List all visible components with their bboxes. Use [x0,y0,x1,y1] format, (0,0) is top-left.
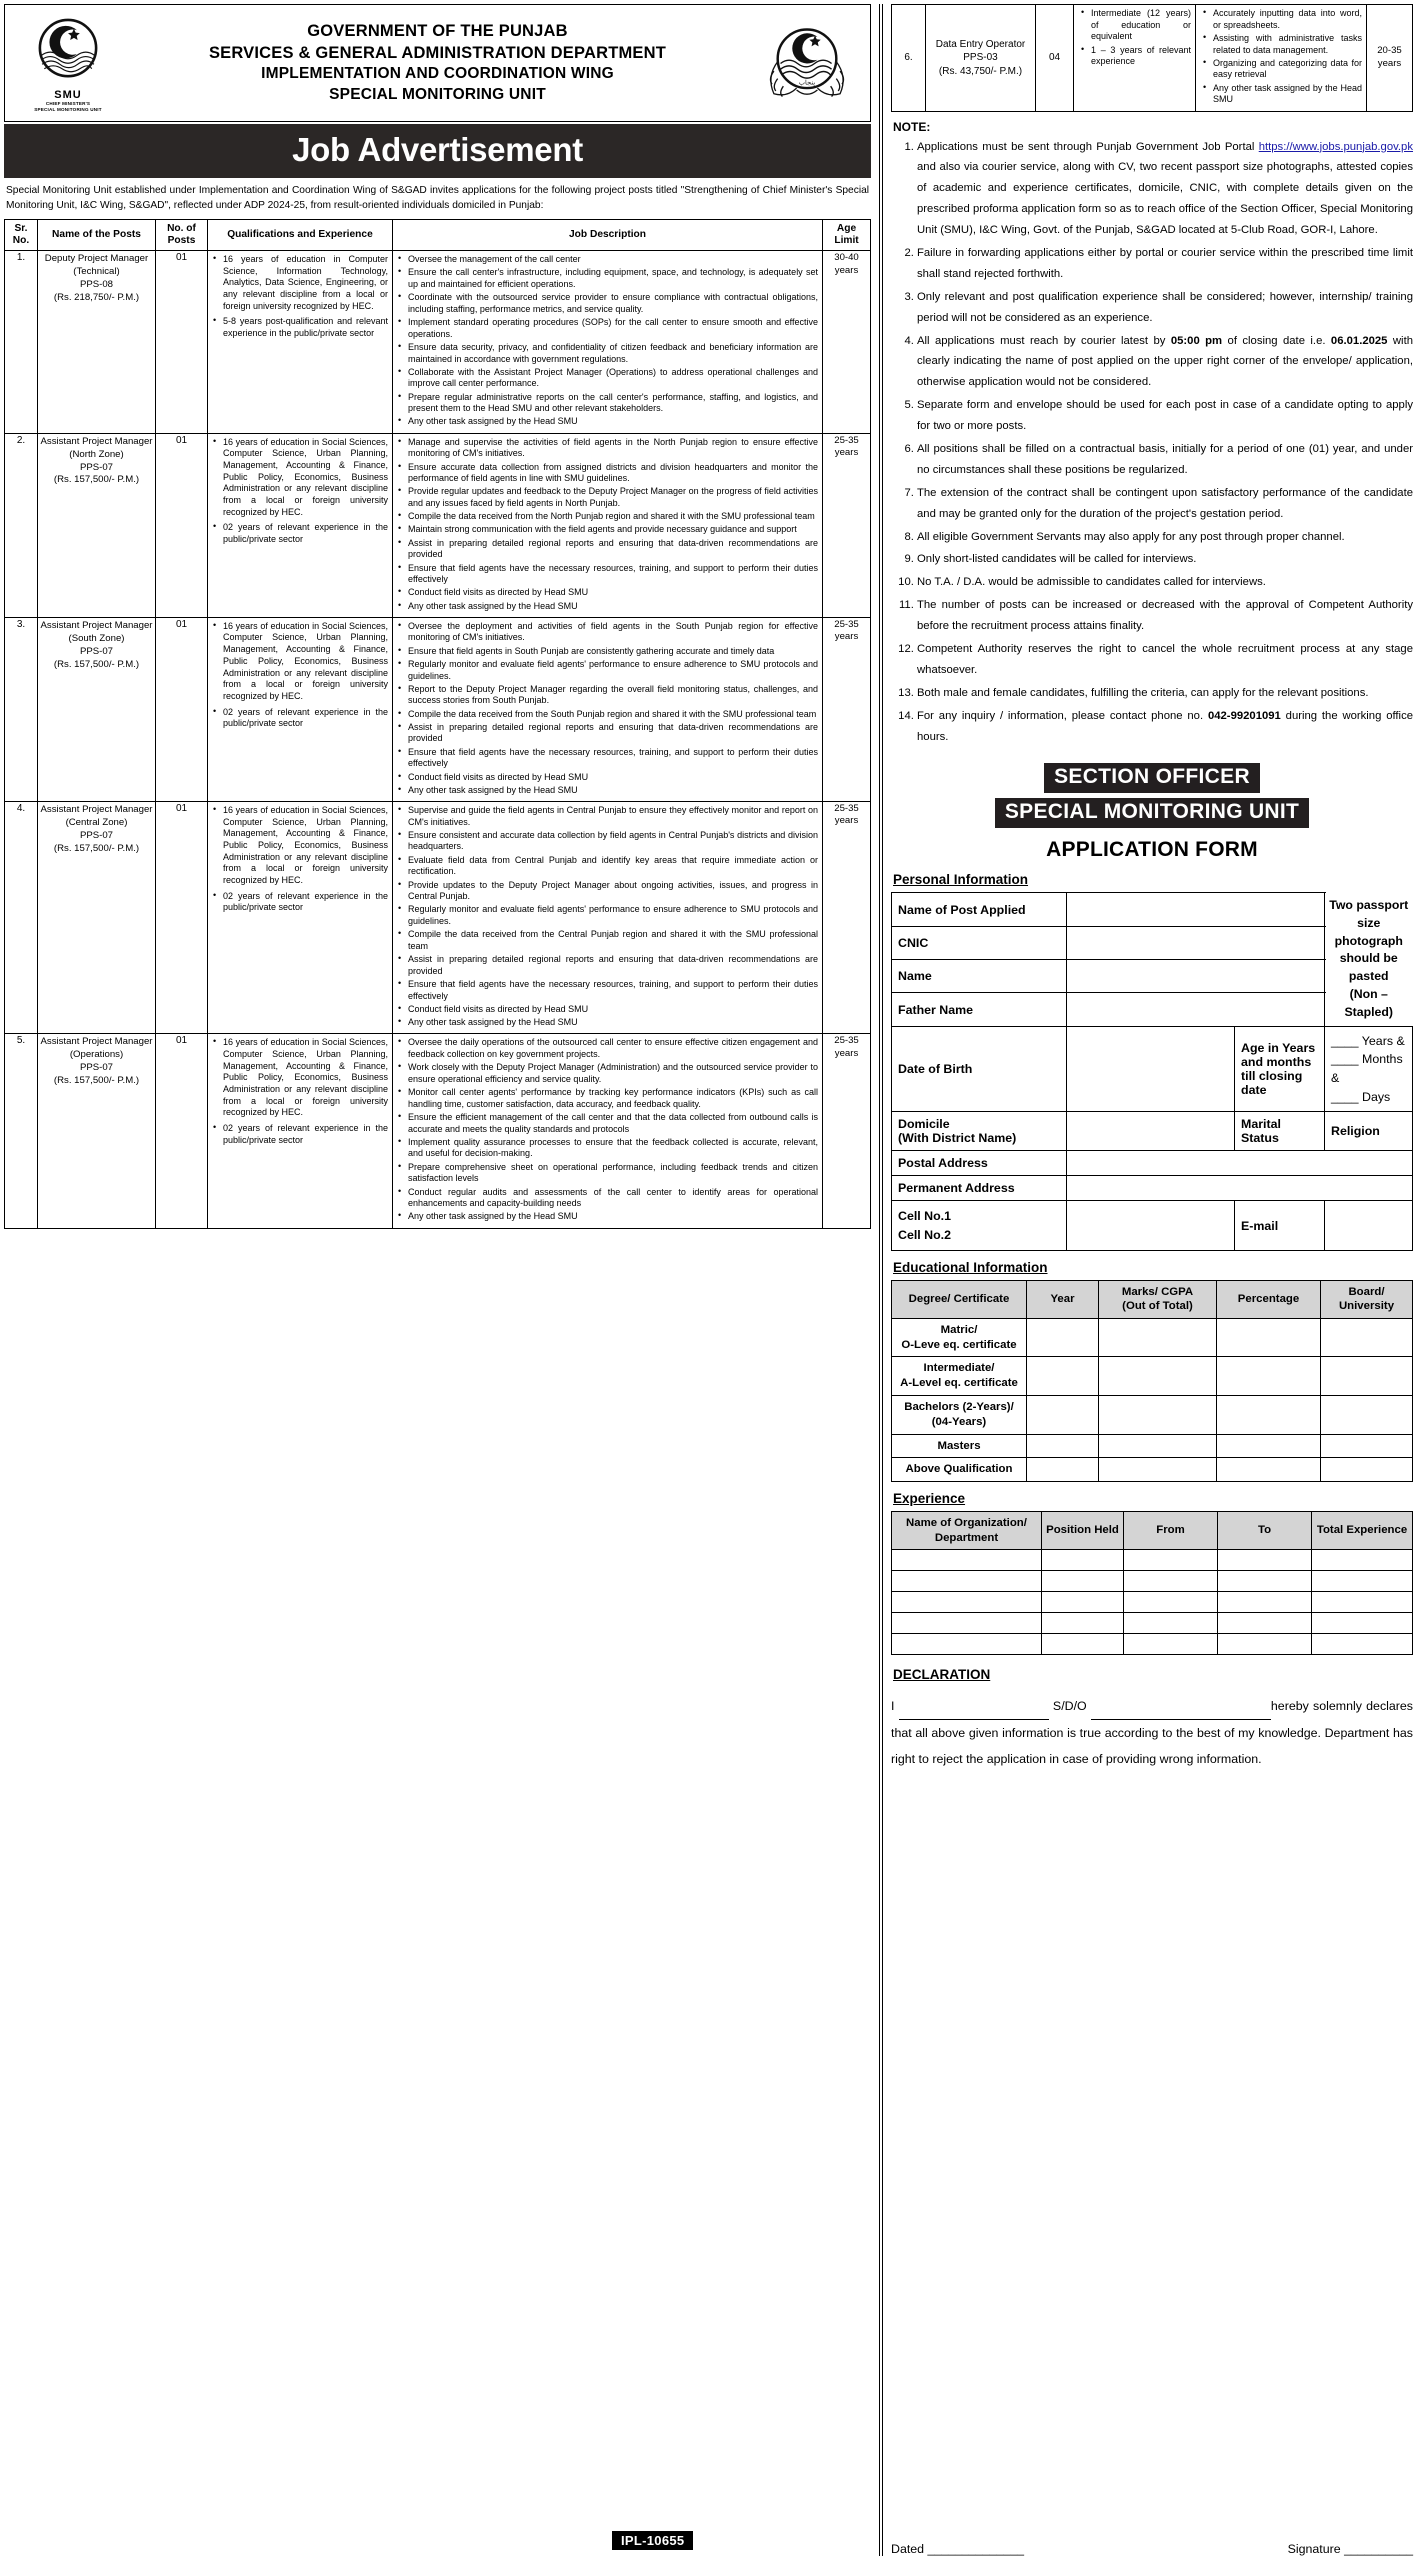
row6-posts: 04 [1036,5,1074,112]
label-cell-no-1: Cell No.1 [892,1201,1067,1226]
smu-logo-sub2: SPECIAL MONITORING UNIT [34,106,102,112]
edu-input-cell[interactable] [1217,1395,1321,1434]
bullet-item: • Provide updates to the Deputy Project Manager about ongoing activities, issues, and progress in Central Punjab. [406,880,818,903]
note-item: 11. The number of posts can be increased or decreased with the approval of Competent Authority before the recruitment process attains finality. [917,595,1413,637]
edu-header-row [892,1281,1413,1319]
svg-text:پنجاب: ﻿پنجاب [798,78,816,86]
table-row [5,801,871,1033]
edu-column-header: Marks/ CGPA (Out of Total) [1099,1281,1217,1319]
edu-input-cell[interactable] [1217,1434,1321,1458]
edu-degree-label: Bachelors (2-Years)/ (04-Years) [892,1395,1027,1434]
bullet-item: • Compile the data received from the North Punjab region and shared it with the SMU professional team [406,511,818,523]
edu-input-cell[interactable] [1099,1357,1217,1396]
bullet-item: • Oversee the deployment and activities of field agents in the South Punjab region for effective monitoring of CM's initiatives. [406,621,818,644]
bullet-item: • Provide regular updates and feedback to the Deputy Project Manager on the progress of field activities and any issues faced by field agents in North Punjab. [406,486,818,509]
row-qualifications [208,801,393,1033]
note-item: 2. Failure in forwarding applications either by portal or courier service within the prescribed time limit shall stand rejected forthwith. [917,243,1413,285]
note-list [891,137,1413,750]
bullet-item: • Ensure that field agents have the necessary resources, training, and support to perform their duties effectively [406,747,818,770]
row-qualifications [208,617,393,801]
col-sr-no: Sr. No. [5,219,38,250]
exp-input-cell[interactable] [1042,1633,1124,1654]
bullet-item: • Oversee the management of the call center [406,254,818,266]
bullet-item: • Any other task assigned by the Head SMU [406,1017,818,1029]
bullet-item: • Intermediate (12 years) of education or equivalent [1089,8,1191,43]
bullet-item: • Oversee the daily operations of the outsourced call center to ensure effective citizen engagement and feedback collection on key government projects. [406,1037,818,1060]
label-father-name: Father Name [892,993,1067,1026]
row-sr-no: 2. [5,433,38,617]
edu-input-cell[interactable] [1099,1434,1217,1458]
row6-name: Data Entry Operator PPS-03 (Rs. 43,750/- P.M.) [926,5,1036,112]
header-line-wing: IMPLEMENTATION AND COORDINATION WING [261,65,614,83]
exp-input-cell[interactable] [1312,1633,1413,1654]
exp-row [892,1591,1413,1612]
row-post-name: Deputy Project Manager (Technical) PPS-08 (Rs. 218,750/- P.M.) [38,251,156,434]
posts-table-header-row [5,219,871,250]
bullet-item: • 16 years of education in Social Sciences, Computer Science, Urban Planning, Management, Accounting & Finance, Public Policy, Economics, Business Administration or any relevant discipline from a local or foreign university recognized by HEC. [221,1037,388,1119]
job-advertisement-banner: Job Advertisement [4,124,871,178]
exp-header-row [892,1512,1413,1550]
application-form-title: APPLICATION FORM [1046,838,1258,862]
smu-logo-caption: SMU [54,88,82,101]
personal-information-table [891,892,1413,1251]
educational-information-heading: Educational Information [893,1260,1048,1276]
bullet-item: • 02 years of relevant experience in the public/private sector [221,1123,388,1146]
dated-field[interactable]: Dated ______________ [891,2542,1024,2556]
edu-input-cell[interactable] [1217,1458,1321,1482]
note-item: 3. Only relevant and post qualification experience shall be considered; however, internship/ training period will not be considered as an experience. [917,287,1413,329]
row-job-description [393,1034,823,1228]
form-row-domicile [892,1112,1413,1151]
bullet-item: • Organizing and categorizing data for easy retrieval [1211,58,1362,81]
label-email: E-mail [1235,1201,1325,1251]
note-item: 1. Applications must be sent through Punjab Government Job Portal https://www.jobs.punjab.gov.pk and also via courier service, along with CV, two recent passport size photographs, attested copies of academic and experience certificates, domicile, CNIC, with complete details given on the prescribed proforma application form so as to reach office of the Section Officer, Special Monitoring Unit (SMU), I&C Wing, Govt. of the Punjab, S&GAD located at 5-Club Road, GOR-I, Lahore. [917,137,1413,241]
row-post-name: Assistant Project Manager (South Zone) PPS-07 (Rs. 157,500/- P.M.) [38,617,156,801]
label-date-of-birth: Date of Birth [892,1026,1067,1111]
form-row-permanent-address [892,1176,1413,1201]
photo-box [1325,893,1413,1026]
exp-input-cell[interactable] [1312,1570,1413,1591]
table-row [5,251,871,434]
row-no-of-posts: 01 [156,801,208,1033]
section-officer-title: SECTION OFFICER [1044,763,1260,793]
exp-input-cell[interactable] [1218,1549,1312,1570]
input-father-name[interactable] [1067,993,1325,1026]
exp-row [892,1570,1413,1591]
bullet-item: • Any other task assigned by the Head SMU [406,601,818,613]
exp-input-cell[interactable] [1042,1570,1124,1591]
exp-input-cell[interactable] [1124,1570,1218,1591]
right-column [891,4,1413,2556]
note-item: 10. No T.A. / D.A. would be admissible to candidates called for interviews. [917,572,1413,593]
row-sr-no: 1. [5,251,38,434]
input-cell-no-1[interactable] [1067,1201,1235,1226]
input-cnic[interactable] [1067,926,1325,959]
label-marital-status: Marital Status [1235,1112,1325,1151]
label-permanent-address: Permanent Address [892,1176,1067,1201]
bullet-item: • Prepare comprehensive sheet on operational performance, including feedback trends and citizen satisfaction levels [406,1162,818,1185]
note-item: 13. Both male and female candidates, fulfilling the criteria, can apply for the relevant positions. [917,683,1413,704]
table-row-6 [892,5,1413,112]
row6-sr: 6. [892,5,926,112]
row-sr-no: 4. [5,801,38,1033]
bullet-item: • Any other task assigned by the Head SMU [406,785,818,797]
form-row-dob [892,1026,1413,1111]
bullet-item: • Any other task assigned by the Head SMU [1211,83,1362,106]
bullet-item: • Collaborate with the Assistant Project Manager (Operations) to address operational challenges and improve call center performance. [406,367,818,390]
bullet-item: • Ensure accurate data collection from assigned districts and division headquarters and monitor the performance of field agents in line with SMU guidelines. [406,462,818,485]
row-post-name: Assistant Project Manager (North Zone) PPS-07 (Rs. 157,500/- P.M.) [38,433,156,617]
label-cell-no-2: Cell No.2 [892,1226,1067,1251]
label-domicile: Domicile (With District Name) [892,1112,1067,1151]
col-name-of-posts: Name of the Posts [38,219,156,250]
row-age-limit: 25-35 years [823,617,871,801]
ipl-code: IPL-10655 [612,2531,693,2550]
col-job-description: Job Description [393,219,823,250]
table-row [5,1034,871,1228]
label-age-till-closing: Age in Years and months till closing date [1235,1026,1325,1111]
exp-column-header: From [1124,1512,1218,1550]
edu-column-header: Board/ University [1321,1281,1413,1319]
row-post-name: Assistant Project Manager (Central Zone) PPS-07 (Rs. 157,500/- P.M.) [38,801,156,1033]
input-name[interactable] [1067,960,1325,993]
input-cell-no-2[interactable] [1067,1226,1235,1251]
row-job-description [393,617,823,801]
signature-field[interactable]: Signature __________ [1287,2542,1413,2556]
punjab-emblem-icon [748,16,866,111]
row-post-name: Assistant Project Manager (Operations) PPS-07 (Rs. 157,500/- P.M.) [38,1034,156,1228]
edu-input-cell[interactable] [1027,1395,1099,1434]
header-line-department: SERVICES & GENERAL ADMINISTRATION DEPARTMENT [208,43,667,62]
exp-column-header: Total Experience [1312,1512,1413,1550]
declaration-text: I S/D/O hereby solemnly declares that all above given information is true according to the best of my knowledge. Department has right to reject the application in case of providing wrong information. [891,1693,1413,1772]
bullet-item: • Maintain strong communication with the field agents and provide necessary guidance and support [406,524,818,536]
bullet-item: • Report to the Deputy Project Manager regarding the overall field monitoring status, challenges, and success stories from South Punjab. [406,684,818,707]
bullet-item: • Ensure that field agents have the necessary resources, training, and support to perform their duties effectively [406,979,818,1002]
col-qualifications: Qualifications and Experience [208,219,393,250]
exp-input-cell[interactable] [892,1549,1042,1570]
col-age-limit: Age Limit [823,219,871,250]
exp-input-cell[interactable] [1218,1570,1312,1591]
exp-input-cell[interactable] [1218,1633,1312,1654]
edu-input-cell[interactable] [1027,1357,1099,1396]
bullet-item: • 1 – 3 years of relevant experience [1089,45,1191,68]
exp-input-cell[interactable] [892,1633,1042,1654]
row-qualifications [208,433,393,617]
bullet-item: • Supervise and guide the field agents in Central Punjab to ensure they effectively monitor and report on CM's initiatives. [406,805,818,828]
ipl-code-wrapper [612,2533,693,2548]
photo-instruction: Two passport size photograph should be pasted (Non –Stapled) [1329,897,1409,1019]
smu-logo-sub1: CHIEF MINISTER'S [45,100,91,106]
exp-input-cell[interactable] [1042,1549,1124,1570]
experience-heading: Experience [893,1491,966,1507]
bullet-item: • Ensure that field agents have the necessary resources, training, and support to perform their duties effectively [406,563,818,586]
note-heading: NOTE: [893,119,931,134]
row-qualifications [208,251,393,434]
table-row [5,617,871,801]
edu-degree-label: Masters [892,1434,1027,1458]
edu-input-cell[interactable] [1099,1395,1217,1434]
edu-input-cell[interactable] [1321,1395,1413,1434]
note-item: 4. All applications must reach by courier latest by 05:00 pm of closing date i.e. 06.01.2025 with clearly indicating the name of post applied on the upper right corner of the envelope/ application, otherwise application would not be considered. [917,331,1413,394]
exp-row [892,1633,1413,1654]
exp-input-cell[interactable] [1042,1612,1124,1633]
row-age-limit: 25-35 years [823,1034,871,1228]
posts-table [4,219,871,1229]
form-row-postal-address [892,1151,1413,1176]
bullet-item: • 02 years of relevant experience in the public/private sector [221,891,388,914]
note-item: 6. All positions shall be filled on a contractual basis, initially for a period of one (01) year, and under no circumstances shall these positions be regularized. [917,439,1413,481]
label-name: Name [892,960,1067,993]
edu-row [892,1357,1413,1396]
exp-input-cell[interactable] [1042,1591,1124,1612]
row-age-limit: 25-35 years [823,433,871,617]
exp-input-cell[interactable] [1312,1612,1413,1633]
row-job-description [393,433,823,617]
job-portal-link[interactable]: https://www.jobs.punjab.gov.pk [1258,140,1413,153]
bullet-item: • 16 years of education in Social Sciences, Computer Science, Urban Planning, Management, Accounting & Finance, Public Policy, Economics, Business Administration or any relevant discipline from a local or foreign university recognized by HEC. [221,805,388,887]
edu-degree-label: Above Qualification [892,1458,1027,1482]
personal-information-heading: Personal Information [893,872,1029,888]
bullet-item: • 16 years of education in Computer Science, Information Technology, Analytics, Data Science, Engineering, or any relevant discipline from a local or foreign university recognized by HEC. [221,254,388,312]
edu-input-cell[interactable] [1321,1434,1413,1458]
signature-block [891,763,1413,793]
bullet-item: • Conduct regular audits and assessments of the call center to identify areas for operational enhancements and capacity-building needs [406,1187,818,1210]
bullet-item: • Conduct field visits as directed by Head SMU [406,772,818,784]
form-footer [891,2542,1413,2556]
bullet-item: • Ensure data security, privacy, and confidentiality of citizen feedback and beneficiary information are maintained in accordance with government regulations. [406,342,818,365]
edu-input-cell[interactable] [1217,1357,1321,1396]
edu-input-cell[interactable] [1321,1357,1413,1396]
bullet-item: • Ensure that field agents in South Punjab are consistently gathering accurate and timely data [406,646,818,658]
input-email[interactable] [1325,1201,1413,1251]
bullet-item: • Assist in preparing detailed regional reports and ensuring that data-driven recommendations are provided [406,722,818,745]
bullet-item: • Manage and supervise the activities of field agents in the North Punjab region to ensure effective monitoring of CM's initiatives. [406,437,818,460]
smu-title: SPECIAL MONITORING UNIT [995,798,1309,828]
smu-logo-block [9,14,127,112]
bullet-item: • Work closely with the Deputy Project Manager (Administration) and the outsourced service provider to ensure operational efficiency and service quality. [406,1062,818,1085]
note-item: 12. Competent Authority reserves the right to cancel the whole recruitment process at any stage whatsoever. [917,639,1413,681]
bullet-item: • Monitor call center agents' performance by tracking key performance indicators (KPIs) such as call handling time, customer satisfaction, data accuracy, and feedback quality. [406,1087,818,1110]
col-no-of-posts: No. of Posts [156,219,208,250]
exp-input-cell[interactable] [1218,1612,1312,1633]
label-postal-address: Postal Address [892,1151,1067,1176]
edu-input-cell[interactable] [1027,1318,1099,1357]
row6-qualifications [1074,5,1196,112]
edu-input-cell[interactable] [1099,1458,1217,1482]
row-sr-no: 3. [5,617,38,801]
row-no-of-posts: 01 [156,251,208,434]
bullet-item: • Assist in preparing detailed regional reports and ensuring that data-driven recommendations are provided [406,954,818,977]
header-line-government: GOVERNMENT OF THE PUNJAB [307,21,568,40]
input-postal-address[interactable] [1067,1151,1413,1176]
bullet-item: • Conduct field visits as directed by Head SMU [406,1004,818,1016]
edu-row [892,1434,1413,1458]
exp-row [892,1612,1413,1633]
edu-input-cell[interactable] [1027,1434,1099,1458]
exp-column-header: To [1218,1512,1312,1550]
row-no-of-posts: 01 [156,1034,208,1228]
bullet-item: • Ensure the efficient management of the call center and that the data collected from outbound calls is accurate and meets the quality standards and protocols [406,1112,818,1135]
edu-row [892,1318,1413,1357]
edu-row [892,1395,1413,1434]
bullet-item: • 5-8 years post-qualification and relevant experience in the public/private sector [221,316,388,339]
input-post-applied[interactable] [1067,893,1325,926]
edu-degree-label: Intermediate/ A-Level eq. certificate [892,1357,1027,1396]
row-qualifications [208,1034,393,1228]
row-no-of-posts: 01 [156,433,208,617]
document-header [4,4,871,122]
label-post-applied: Name of Post Applied [892,893,1067,926]
bullet-item: • Compile the data received from the Central Punjab region and shared it with the SMU professional team [406,929,818,952]
bullet-item: • Implement quality assurance processes to ensure that the feedback collected is accurate, relevant, and useful for decision-making. [406,1137,818,1160]
header-line-unit: SPECIAL MONITORING UNIT [329,85,546,103]
bullet-item: • Ensure consistent and accurate data collection by field agents in Central Punjab's districts and division headquarters. [406,830,818,853]
edu-column-header: Year [1027,1281,1099,1319]
note-item: 7. The extension of the contract shall be contingent upon satisfactory performance of the candidate and may be granted only for the duration of the project's gestation period. [917,483,1413,525]
row-no-of-posts: 01 [156,617,208,801]
bullet-item: • Coordinate with the outsourced service provider to ensure compliance with contractual obligations, including staffing, performance metrics, and service quality. [406,292,818,315]
exp-column-header: Position Held [1042,1512,1124,1550]
bullet-item: • 02 years of relevant experience in the public/private sector [221,707,388,730]
label-cnic: CNIC [892,926,1067,959]
bullet-item: • Prepare regular administrative reports on the call center's performance, staffing, and logistics, and present them to the Head SMU and other relevant stakeholders. [406,392,818,415]
edu-row [892,1458,1413,1482]
edu-input-cell[interactable] [1027,1458,1099,1482]
bullet-item: • Ensure the call center's infrastructure, including equipment, space, and technology, is adequately set up and maintained for efficient operations. [406,267,818,290]
row-sr-no: 5. [5,1034,38,1228]
left-column [4,4,871,2556]
row6-description [1196,5,1367,112]
form-row-cell-email [892,1201,1413,1226]
edu-degree-label: Matric/ O-Leve eq. certificate [892,1318,1027,1357]
exp-column-header: Name of Organization/ Department [892,1512,1042,1550]
exp-input-cell[interactable] [1124,1612,1218,1633]
educational-information-table [891,1280,1413,1482]
experience-table [891,1511,1413,1655]
label-religion: Religion [1325,1112,1413,1151]
exp-input-cell[interactable] [1218,1591,1312,1612]
edu-column-header: Degree/ Certificate [892,1281,1027,1319]
exp-input-cell[interactable] [892,1591,1042,1612]
bullet-item: • Regularly monitor and evaluate field agents' performance to ensure adherence to SMU protocols and guidelines. [406,904,818,927]
edu-input-cell[interactable] [1321,1458,1413,1482]
exp-input-cell[interactable] [1124,1549,1218,1570]
bullet-item: • Any other task assigned by the Head SMU [406,416,818,428]
bullet-item: • Evaluate field data from Central Punjab and identify key areas that require immediate action or rectification. [406,855,818,878]
row6-age: 20-35 years [1367,5,1413,112]
bullet-item: • Accurately inputting data into word, or spreadsheets. [1211,8,1362,31]
row-age-limit: 30-40 years [823,251,871,434]
bullet-item: • Assisting with administrative tasks related to data management. [1211,33,1362,56]
bullet-item: • Compile the data received from the South Punjab region and shared it with the SMU professional team [406,709,818,721]
edu-input-cell[interactable] [1321,1318,1413,1357]
note-item: 5. Separate form and envelope should be used for each post in case of a candidate opting to apply for two or more posts. [917,395,1413,437]
row-age-limit: 25-35 years [823,801,871,1033]
input-domicile[interactable] [1067,1112,1235,1151]
edu-input-cell[interactable] [1217,1318,1321,1357]
note-item: 14. For any inquiry / information, please contact phone no. 042-99201091 during the working office hours. [917,706,1413,748]
smu-crescent-icon [31,14,105,88]
bullet-item: • Implement standard operating procedures (SOPs) for the call center to ensure smooth and effective operations. [406,317,818,340]
bullet-item: • Assist in preparing detailed regional reports and ensuring that data-driven recommendations are provided [406,538,818,561]
bullet-item: • 02 years of relevant experience in the public/private sector [221,522,388,545]
input-date-of-birth[interactable] [1067,1026,1235,1111]
input-permanent-address[interactable] [1067,1176,1413,1201]
exp-row [892,1549,1413,1570]
bullet-item: • Any other task assigned by the Head SMU [406,1211,818,1223]
bullet-item: • 16 years of education in Social Sciences, Computer Science, Urban Planning, Management, Accounting & Finance, Public Policy, Economics, Business Administration or any relevant discipline from a local or foreign university recognized by HEC. [221,621,388,703]
note-item: 9. Only short-listed candidates will be called for interviews. [917,549,1413,570]
exp-input-cell[interactable] [1312,1549,1413,1570]
edu-input-cell[interactable] [1099,1318,1217,1357]
exp-input-cell[interactable] [892,1612,1042,1633]
exp-input-cell[interactable] [1124,1591,1218,1612]
column-divider [879,4,883,2556]
exp-input-cell[interactable] [892,1570,1042,1591]
row-job-description [393,801,823,1033]
form-row-post-applied [892,893,1413,926]
note-item: 8. All eligible Government Servants may also apply for any post through proper channel. [917,527,1413,548]
header-titles [127,21,748,105]
bullet-item: • 16 years of education in Social Sciences, Computer Science, Urban Planning, Management, Accounting & Finance, Public Policy, Economics, Business Administration or any relevant discipline from a local or foreign university recognized by HEC. [221,437,388,519]
posts-table-continued [891,4,1413,112]
declaration-heading: DECLARATION [893,1666,991,1682]
row-job-description [393,251,823,434]
bullet-item: • Conduct field visits as directed by Head SMU [406,587,818,599]
bullet-item: • Regularly monitor and evaluate field agents' performance to ensure adherence to SMU protocols and guidelines. [406,659,818,682]
table-row [5,433,871,617]
edu-column-header: Percentage [1217,1281,1321,1319]
input-age-breakdown[interactable]: ____ Years & ____ Months & ____ Days [1325,1026,1413,1111]
intro-paragraph: Special Monitoring Unit established under Implementation and Coordination Wing of S&GAD invites applications for the following project posts titled "Strengthening of Chief Minister's Special Monitoring Unit, I&C Wing, S&GAD", reflected under ADP 2024-25, from result-oriented individuals domiciled in Punjab: [6,185,870,211]
exp-input-cell[interactable] [1312,1591,1413,1612]
exp-input-cell[interactable] [1124,1633,1218,1654]
